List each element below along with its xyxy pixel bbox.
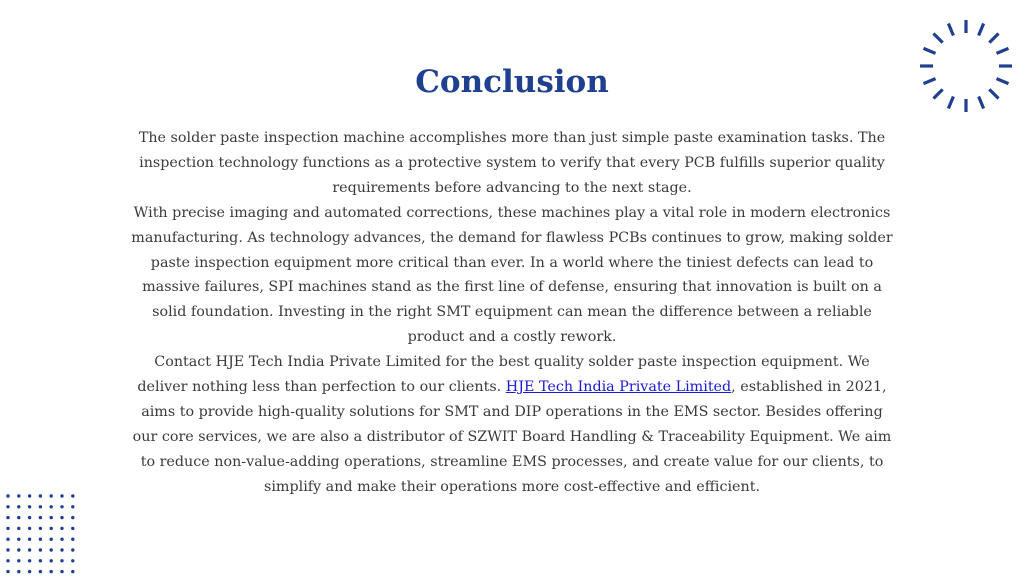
grid-dot	[60, 505, 63, 508]
grid-dot	[17, 548, 20, 551]
grid-dot	[60, 570, 63, 573]
grid-dot	[71, 570, 74, 573]
grid-dot	[28, 538, 31, 541]
grid-dot	[28, 548, 31, 551]
grid-dot	[60, 516, 63, 519]
grid-dot	[50, 516, 53, 519]
grid-dot	[60, 527, 63, 530]
grid-dot	[50, 494, 53, 497]
dot-grid-pattern	[0, 492, 80, 576]
grid-dot	[28, 516, 31, 519]
grid-dot	[50, 570, 53, 573]
grid-dot	[6, 505, 9, 508]
grid-dot	[17, 527, 20, 530]
conclusion-body	[128, 126, 896, 500]
grid-dot	[6, 538, 9, 541]
grid-dot	[50, 505, 53, 508]
grid-dot	[71, 559, 74, 562]
grid-dot	[60, 494, 63, 497]
paragraph-importance: With precise imaging and automated corrections, these machines play a vital role in modern electronics manufacturing. As technology advances, the demand for flawless PCBs continues to grow, making solder paste inspection equipment more critical than ever. In a world where the tiniest defects can lead to massive failures, SPI machines stand as the first line of defense, ensuring that innovation is built on a solid foundation. Investing in the right SMT equipment can mean the difference between a reliable product and a costly rework.	[131, 204, 893, 346]
grid-dot	[39, 548, 42, 551]
paragraph-contact	[128, 350, 896, 499]
grid-dot	[39, 516, 42, 519]
paragraph-summary: The solder paste inspection machine accomplishes more than just simple paste examination tasks. The inspection technology functions as a protective system to verify that every PCB fulfills superior quality requirements before advancing to the next stage.	[138, 130, 886, 196]
grid-dot	[39, 559, 42, 562]
grid-dot	[50, 559, 53, 562]
grid-dot	[6, 548, 9, 551]
grid-dot	[28, 570, 31, 573]
grid-dot	[28, 494, 31, 497]
grid-dot	[39, 505, 42, 508]
grid-dot	[71, 505, 74, 508]
grid-dot	[17, 570, 20, 573]
grid-dot	[6, 527, 9, 530]
grid-dot	[39, 570, 42, 573]
grid-dot	[60, 538, 63, 541]
grid-dot	[6, 570, 9, 573]
company-link[interactable]: HJE Tech India Private Limited	[505, 379, 732, 396]
grid-dot	[28, 559, 31, 562]
grid-dot	[50, 538, 53, 541]
grid-dot	[39, 494, 42, 497]
page-title: Conclusion	[415, 64, 609, 100]
grid-dot	[71, 538, 74, 541]
grid-dot	[6, 494, 9, 497]
grid-dot	[17, 559, 20, 562]
grid-dot	[17, 505, 20, 508]
grid-dot	[50, 527, 53, 530]
grid-dot	[71, 516, 74, 519]
grid-dot	[71, 548, 74, 551]
burst-ray	[996, 48, 1008, 53]
grid-dot	[6, 516, 9, 519]
grid-dot	[60, 559, 63, 562]
grid-dot	[71, 527, 74, 530]
grid-dot	[17, 494, 20, 497]
grid-dot	[17, 538, 20, 541]
grid-dot	[28, 505, 31, 508]
grid-dot	[60, 548, 63, 551]
grid-dot	[6, 559, 9, 562]
grid-dot	[71, 494, 74, 497]
grid-dot	[17, 516, 20, 519]
burst-ray	[948, 24, 953, 36]
burst-ray	[979, 24, 984, 36]
grid-dot	[50, 548, 53, 551]
burst-ray	[933, 33, 942, 42]
contact-text-before: Contact HJE Tech India Private Limited for the best quality solder paste inspection equipment. We deliver nothing less than perfection to our clients.	[137, 354, 870, 396]
grid-dot	[39, 538, 42, 541]
grid-dot	[28, 527, 31, 530]
burst-ray	[989, 33, 998, 42]
burst-ray	[924, 48, 936, 53]
grid-dot	[39, 527, 42, 530]
contact-text-after: , established in 2021, aims to provide high-quality solutions for SMT and DIP operations in the EMS sector. Besides offering our core services, we are also a distributor of SZWIT Board Handling & Traceability Equipment. We aim to reduce non-value-adding operations, streamline EMS processes, and create value for our clients, to simplify and make their operations more cost-effective and efficient.	[132, 379, 892, 495]
